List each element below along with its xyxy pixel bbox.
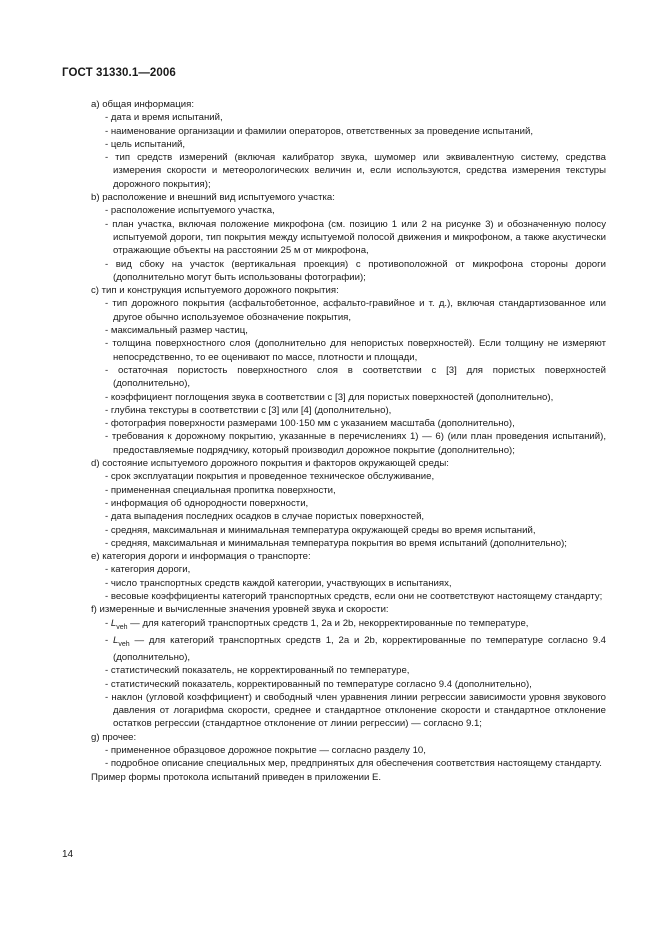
document-body (91, 98, 606, 784)
list-item: - $L_{veh}$ — для категорий транспортных средств 1, 2а и 2b, корректированные по температуре согласно 9.4 (дополнительно), (105, 634, 606, 663)
list-item: - категория дороги, (105, 564, 191, 576)
section-title: d) состояние испытуемого дорожного покрытия и факторов окружающей среды: (91, 458, 449, 470)
list-item: - наклон (угловой коэффициент) и свободный член уравнения линии регрессии зависимости уровня звукового давления от логарифма скорости, среднее и стандартное отклонение скорости и стандартное отклонение остатков регрессии (стандартное отклонение от линии регрессии) — согласно 9.1; (105, 691, 606, 730)
list-item: - дата выпадения последних осадков в случае пористых поверхностей, (105, 511, 425, 523)
list-item: - максимальный размер частиц, (105, 325, 248, 337)
section-title: g) прочее: (91, 731, 137, 743)
list-item: - коэффициент поглощения звука в соответствии с [3] для пористых поверхностей (дополнительно), (105, 391, 554, 403)
page-number: 14 (62, 849, 74, 860)
list-item: - примененное образцовое дорожное покрытие — согласно разделу 10, (105, 745, 426, 757)
section-title: b) расположение и внешний вид испытуемого участка: (91, 192, 335, 204)
list-item: - весовые коэффициенты категорий транспортных средств, если они не соответствуют настоящему стандарту; (105, 590, 603, 602)
list-item: - план участка, включая положение микрофона (см. позицию 1 или 2 на рисунке 3) и обозначенную полосу испытуемой дороги, тип покрытия между испытуемой полосой движения и микрофоном, а также акустически отражающие объекты на расстоянии 25 м от микрофона, (105, 218, 606, 257)
list-item: - фотография поверхности размерами 100·150 мм с указанием масштаба (дополнительно), (105, 418, 515, 430)
list-item: - цель испытаний, (105, 138, 186, 150)
list-item: - средняя, максимальная и минимальная температура покрытия во время испытаний (дополнительно); (105, 537, 567, 549)
section (91, 603, 606, 730)
list-item: - средняя, максимальная и минимальная температура окружающей среды во время испытаний, (105, 524, 536, 536)
list-item: - информация об однородности поверхности, (105, 497, 309, 509)
list-item: - срок эксплуатации покрытия и проведенное техническое обслуживание, (105, 471, 435, 483)
section (91, 550, 606, 603)
section-items (91, 744, 606, 771)
list-item: - требования к дорожному покрытию, указанные в перечислениях 1) — 6) (или план проведения испытаний), предоставляемые подрядчику, который производил дорожное покрытие (дополнительно); (105, 431, 606, 456)
list-item: - $L_{veh}$ — для категорий транспортных средств 1, 2а и 2b, некорректированные по температуре, (105, 617, 529, 631)
section-items (91, 563, 606, 603)
list-item: - глубина текстуры в соответствии с [3] или [4] (дополнительно), (105, 404, 392, 416)
section (91, 98, 606, 191)
section (91, 284, 606, 457)
list-item: - толщина поверхностного слоя (дополнительно для непористых поверхностей). Если толщину не измеряют непосредственно, то ее оценивают по массе, плотности и площади, (105, 338, 606, 363)
section-title: с) тип и конструкция испытуемого дорожного покрытия: (91, 285, 339, 297)
sections-list (91, 98, 606, 771)
list-item: - наименование организации и фамилии операторов, ответственных за проведение испытаний, (105, 125, 534, 137)
document-header: ГОСТ 31330.1—2006 (62, 67, 176, 79)
list-item: - подробное описание специальных мер, предпринятых для обеспечения соответствия настоящему стандарту. (105, 758, 602, 770)
list-item: - тип дорожного покрытия (асфальтобетонное, асфальто-гравийное и т. д.), включая стандартизованное или другое обычно используемое обозначение покрытия, (105, 298, 606, 323)
section-items (91, 297, 606, 457)
list-item: - расположение испытуемого участка, (105, 205, 275, 217)
section-title: а) общая информация: (91, 99, 194, 110)
section (91, 457, 606, 550)
list-item: - дата и время испытаний, (105, 112, 223, 124)
list-item: - остаточная пористость поверхностного слоя в соответствии с [3] для пористых поверхностей (дополнительно), (105, 364, 606, 390)
section (91, 731, 606, 771)
list-item: - тип средств измерений (включая калибратор звука, шумомер или эквивалентную систему, средства измерения скорости и метеорологических величин и, если используются, средства измерения текстуры дорожного покрытия); (105, 152, 606, 190)
list-item: - вид сбоку на участок (вертикальная проекция) с противоположной от микрофона стороны дороги (дополнительно могут быть использованы фотографии); (105, 258, 606, 283)
section-items (91, 470, 606, 550)
section-items (91, 111, 606, 191)
list-item: - число транспортных средств каждой категории, участвующих в испытаниях, (105, 577, 452, 589)
section-items (91, 617, 606, 731)
closing-paragraph: Пример формы протокола испытаний приведен в приложении Е. (91, 771, 382, 783)
list-item: - примененная специальная пропитка поверхности, (105, 484, 336, 496)
section (91, 191, 606, 284)
section-items (91, 204, 606, 284)
section-title: е) категория дороги и информация о транспорте: (91, 551, 311, 563)
section-title: f) измеренные и вычисленные значения уровней звука и скорости: (91, 604, 389, 616)
list-item: - статистический показатель, не корректированный по температуре, (105, 665, 410, 677)
list-item: - статистический показатель, корректированный по температуре согласно 9.4 (дополнительно), (105, 678, 532, 690)
